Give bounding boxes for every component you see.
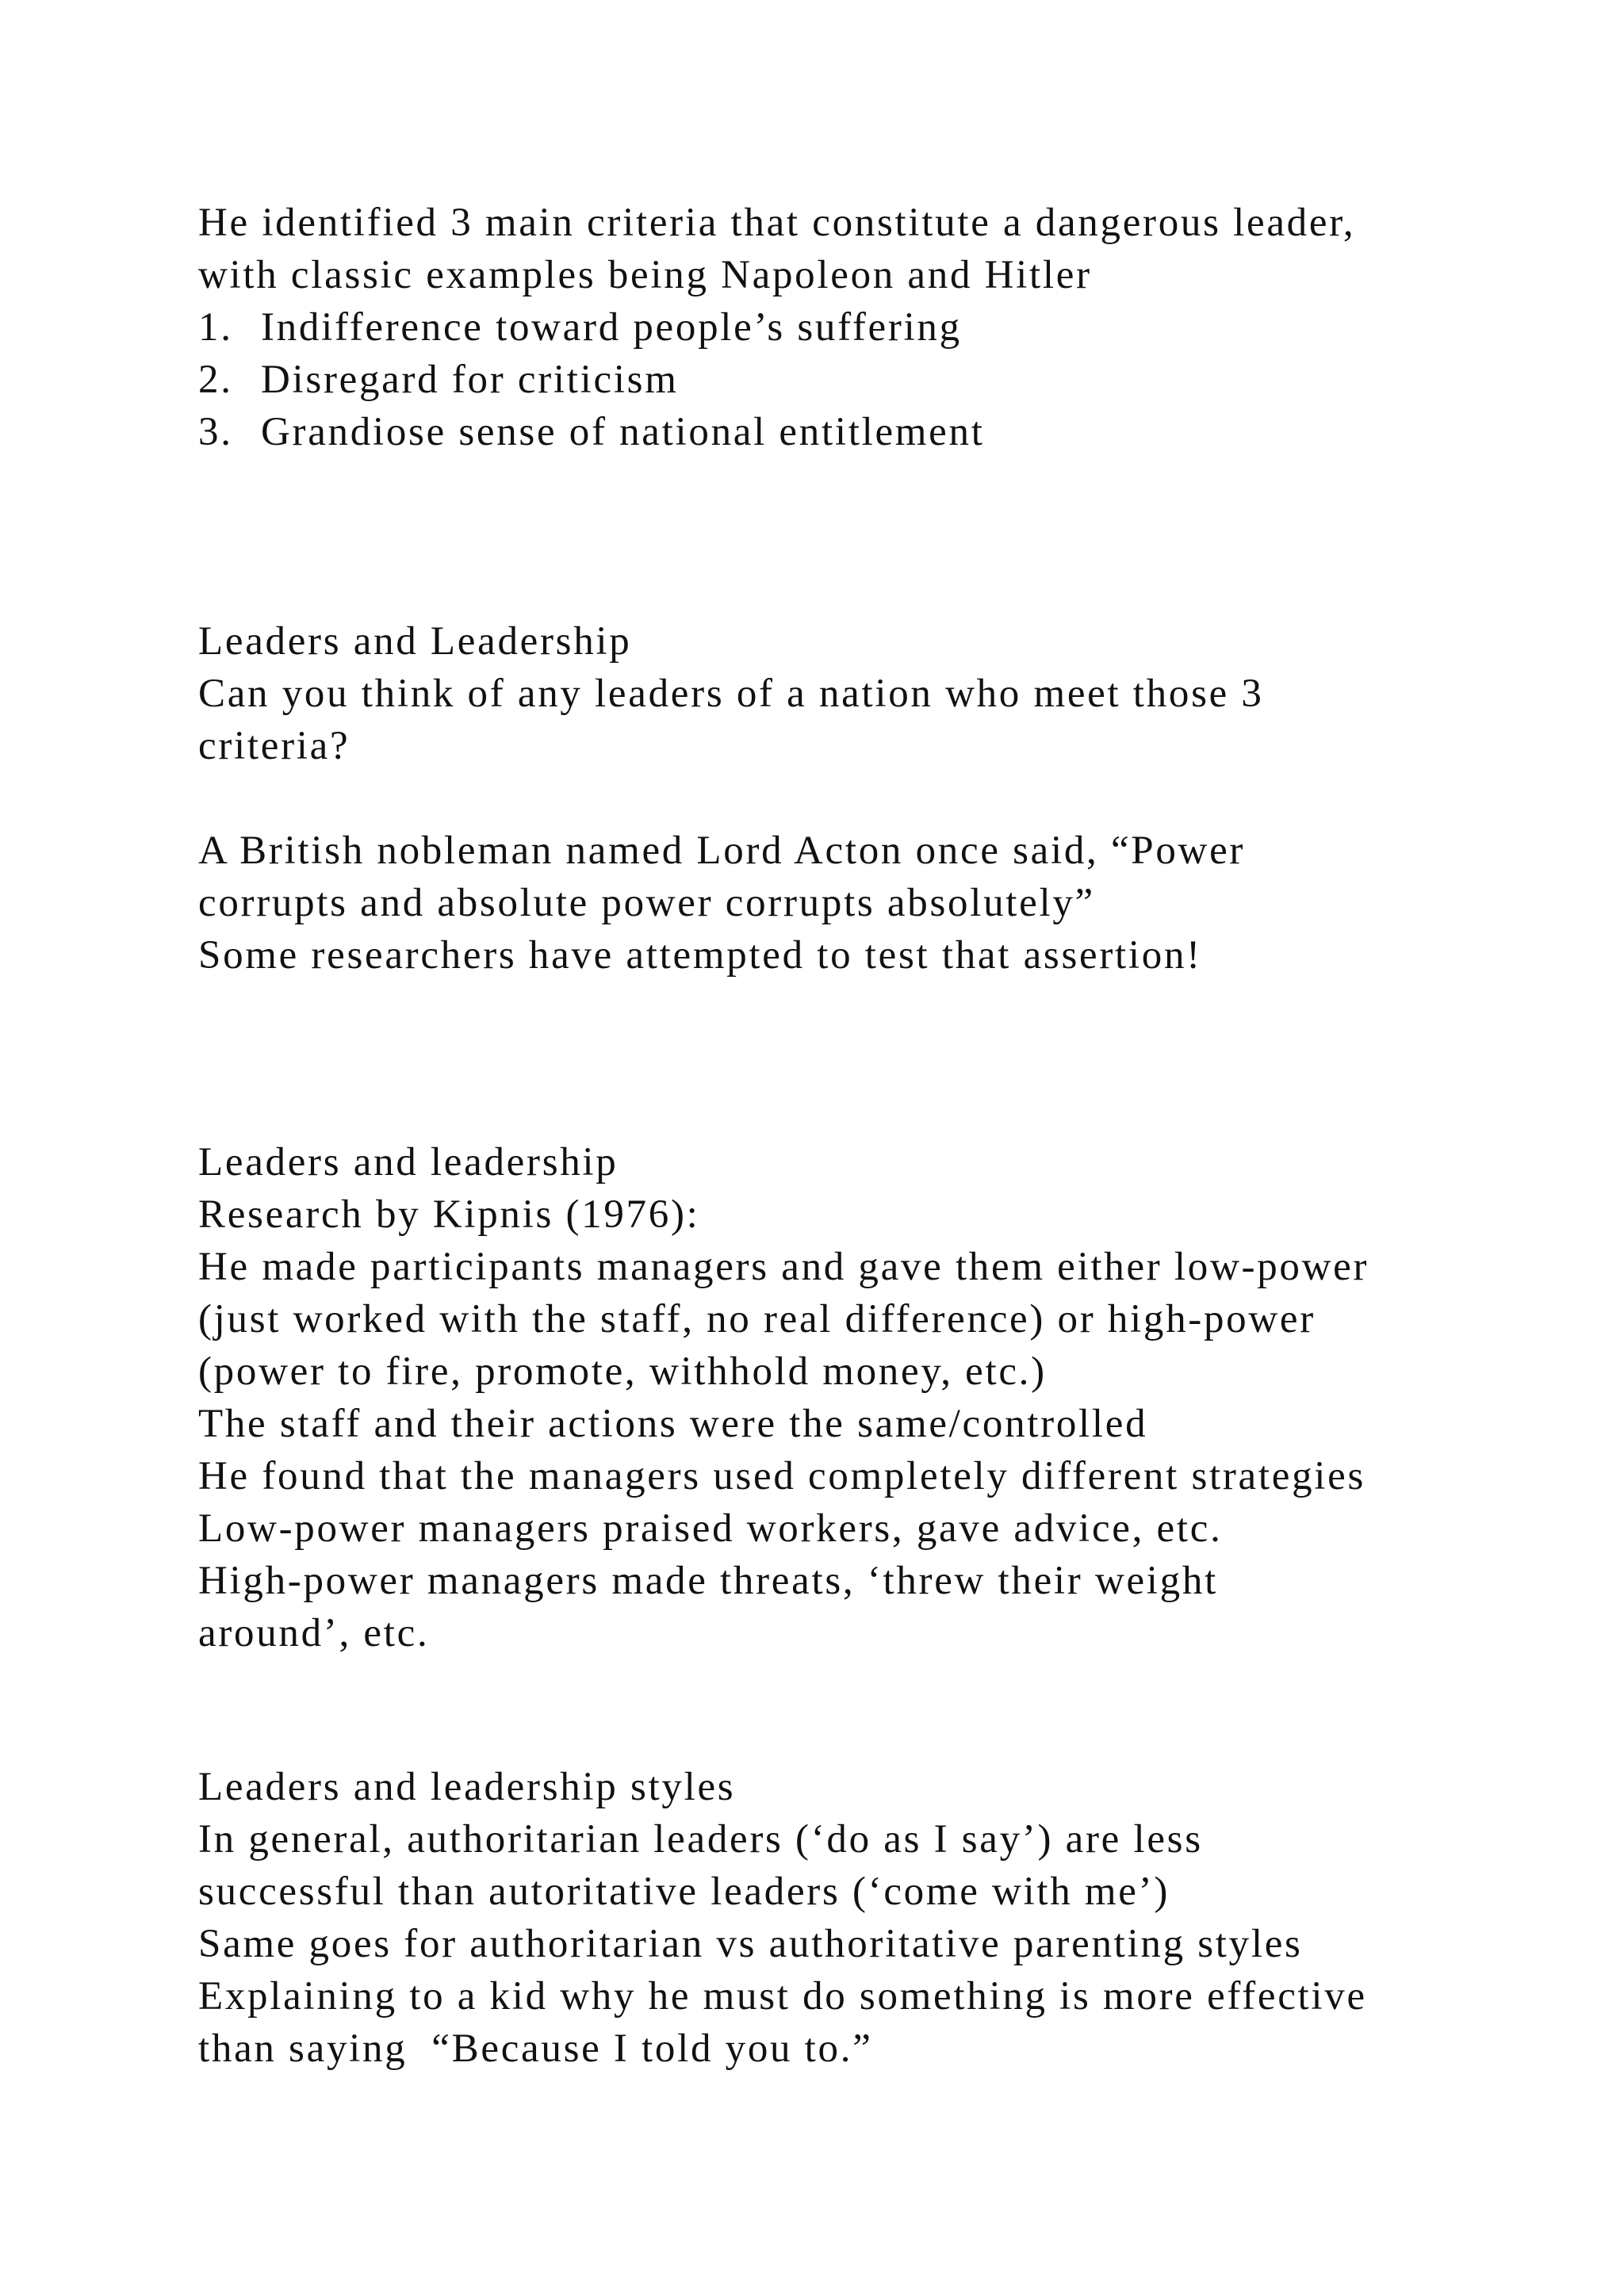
paragraph-line: Some researchers have attempted to test that assertion! xyxy=(198,933,1202,978)
paragraph-line: The staff and their actions were the same/controlled xyxy=(198,1402,1148,1446)
list-item-text: Grandiose sense of national entitlement xyxy=(261,410,985,454)
paragraph-line: Explaining to a kid why he must do something is more effective xyxy=(198,1974,1367,2019)
criteria-intro-line-1: He identified 3 main criteria that constitute a dangerous leader, xyxy=(198,201,1356,245)
list-item-text: Disregard for criticism xyxy=(261,358,679,402)
paragraph-line: High-power managers made threats, ‘threw their weight xyxy=(198,1559,1218,1603)
section-heading: Leaders and leadership xyxy=(198,1140,619,1184)
list-number: 1. xyxy=(198,305,233,350)
section-heading: Leaders and leadership styles xyxy=(198,1765,736,1809)
paragraph-line: He made participants managers and gave them either low-power xyxy=(198,1245,1369,1289)
criteria-list-item-2 xyxy=(198,354,1355,406)
list-number: 2. xyxy=(198,358,233,402)
criteria-intro-line-2: with classic examples being Napoleon and Hitler xyxy=(198,253,1092,297)
paragraph-line: A British nobleman named Lord Acton once said, “Power xyxy=(198,828,1246,873)
paragraph-line: In general, authoritarian leaders (‘do as I say’) are less xyxy=(198,1817,1203,1862)
criteria-section xyxy=(198,197,1355,458)
criteria-list-item-3 xyxy=(198,406,1355,458)
section-heading: Leaders and Leadership xyxy=(198,619,632,664)
paragraph-line: criteria? xyxy=(198,724,350,768)
criteria-list-item-1 xyxy=(198,301,1355,354)
paragraph-line: Can you think of any leaders of a nation who meet those 3 xyxy=(198,672,1264,716)
paragraph-line: (power to fire, promote, withhold money, etc.) xyxy=(198,1349,1047,1394)
paragraph-line: He found that the managers used completely different strategies xyxy=(198,1454,1366,1498)
paragraph-line: Low-power managers praised workers, gave advice, etc. xyxy=(198,1506,1223,1551)
leaders-section xyxy=(198,615,1264,982)
list-number: 3. xyxy=(198,410,233,454)
list-item-text: Indifference toward people’s suffering xyxy=(261,305,962,350)
paragraph-line: corrupts and absolute power corrupts absolutely” xyxy=(198,881,1095,925)
paragraph-line: Same goes for authoritarian vs authoritative parenting styles xyxy=(198,1922,1303,1966)
kipnis-section xyxy=(198,1136,1369,1659)
blank-line xyxy=(198,772,1264,825)
paragraph-line: Research by Kipnis (1976): xyxy=(198,1192,700,1237)
paragraph-line: successful than autoritative leaders (‘come with me’) xyxy=(198,1869,1170,1914)
paragraph-line: than saying “Because I told you to.” xyxy=(198,2026,873,2071)
styles-section xyxy=(198,1761,1367,2075)
paragraph-line: (just worked with the staff, no real difference) or high-power xyxy=(198,1297,1316,1341)
paragraph-line: around’, etc. xyxy=(198,1611,430,1655)
